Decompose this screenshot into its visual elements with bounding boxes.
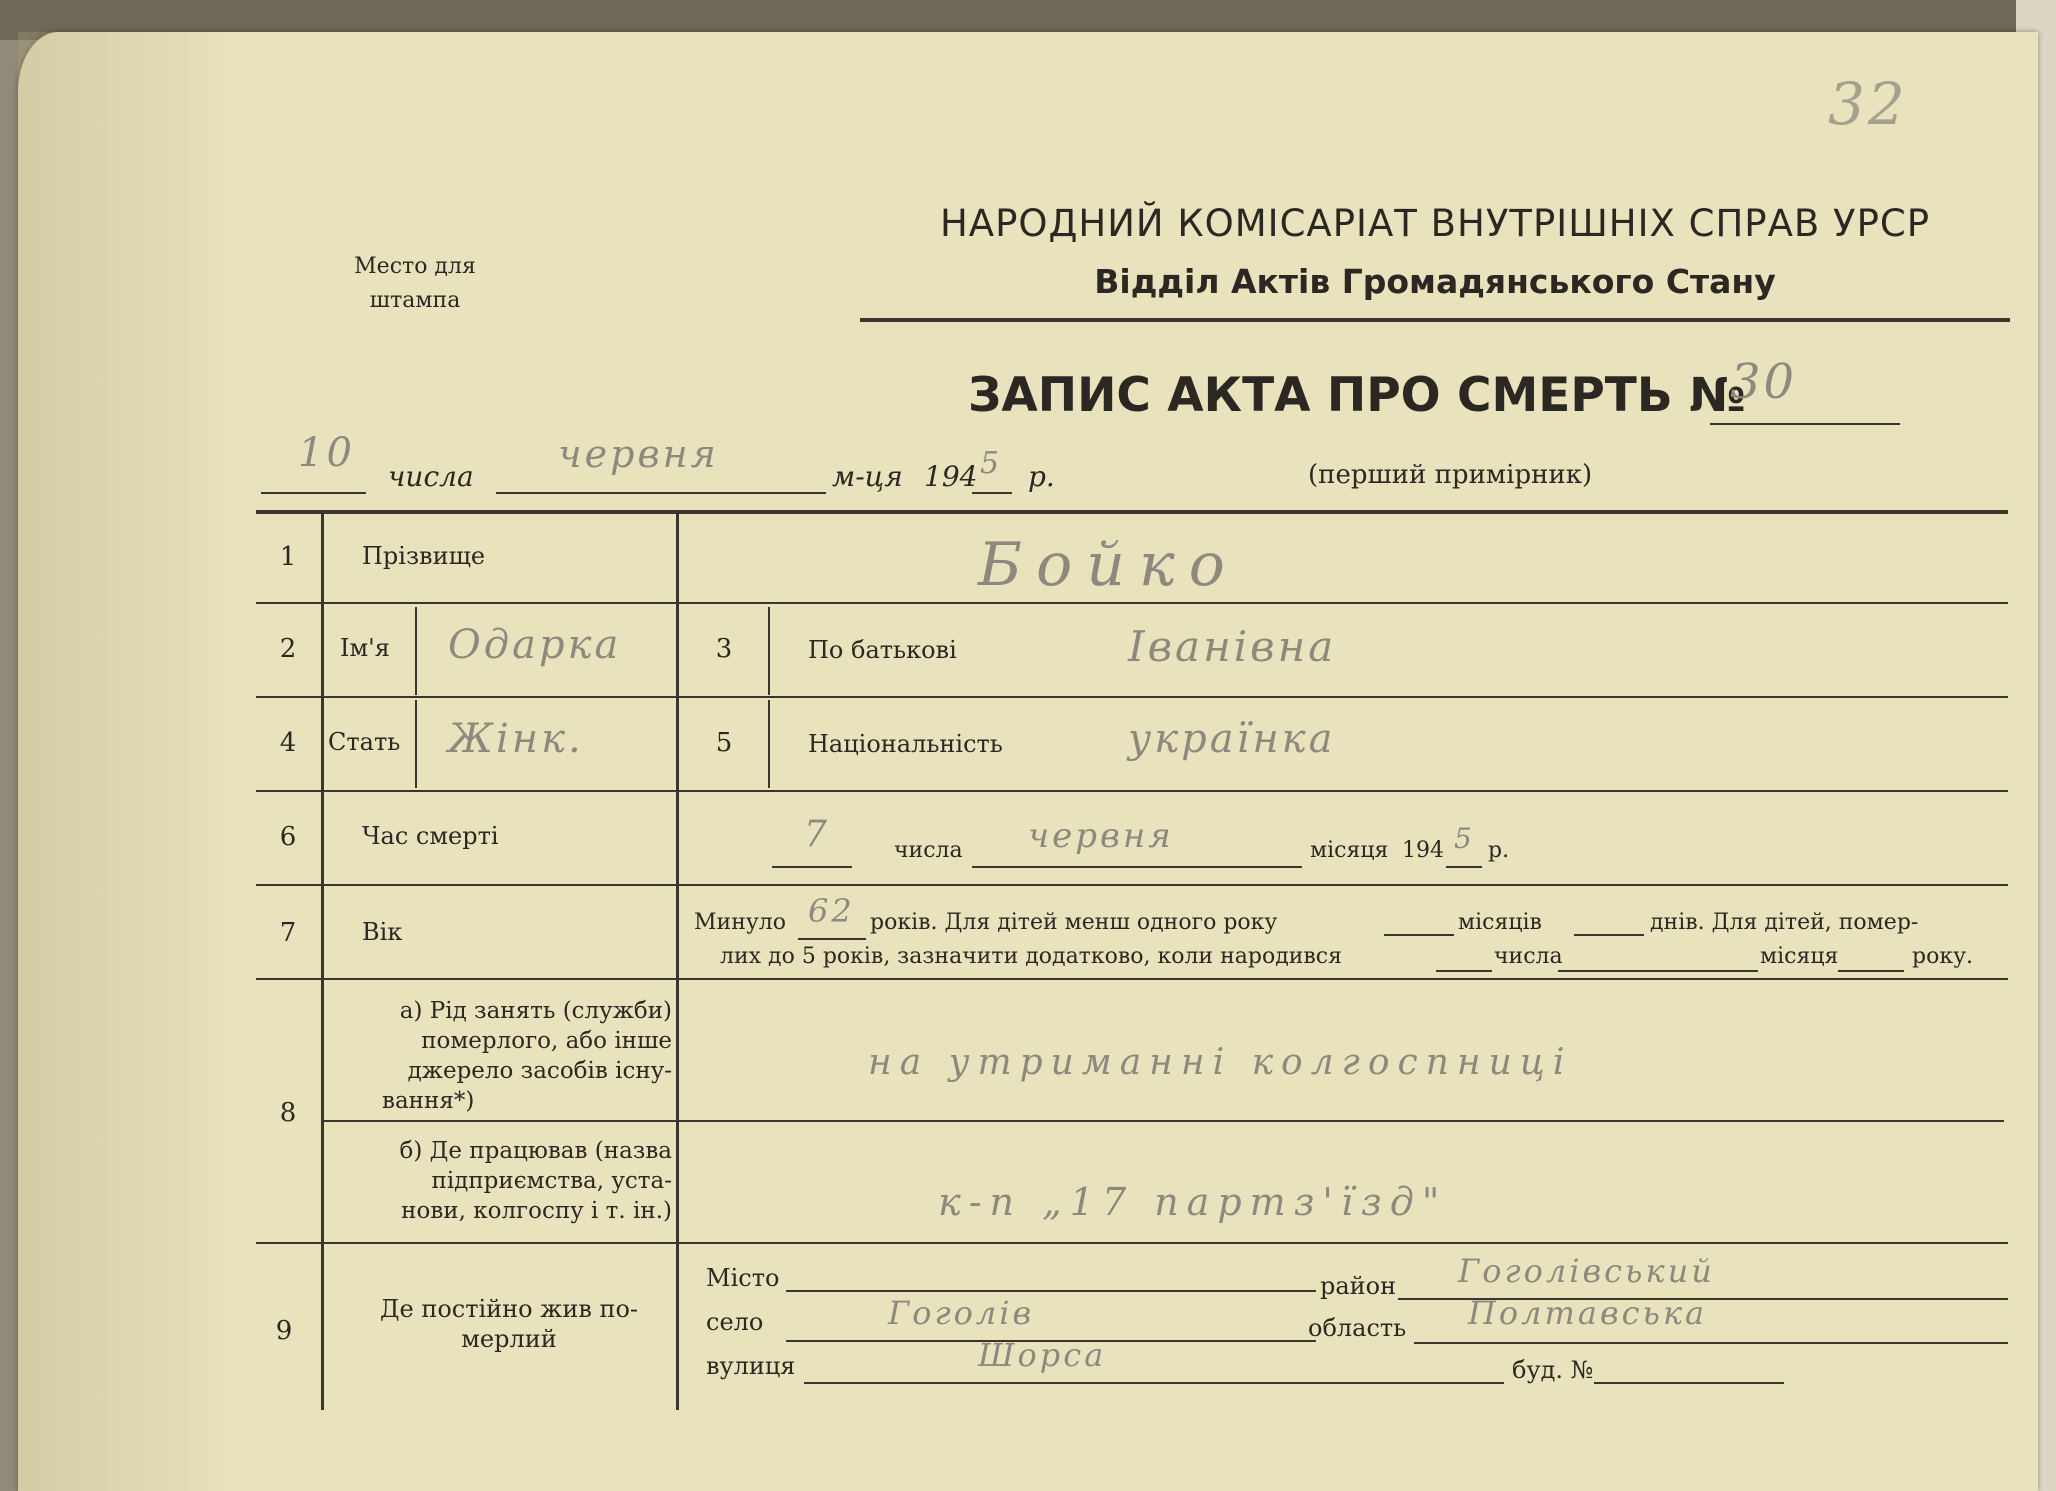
birth-day-line [1436, 942, 1492, 972]
occupation-value: на утриманні колгоспниці [868, 1042, 1573, 1083]
age-months-line [1384, 904, 1454, 936]
header-rule [860, 318, 2010, 322]
workplace-label [342, 1136, 672, 1226]
table-number-column-rule [321, 510, 324, 1410]
record-year-digit: 5 [980, 446, 1003, 481]
age-text-5: лих до 5 років, зазначити додатково, коли народився [720, 944, 1342, 969]
age-text-8: року. [1912, 944, 1974, 969]
workplace-label-1: б) Де працював (назва [399, 1138, 672, 1164]
occupation-label-4: вання*) [382, 1088, 475, 1114]
sex-value: Жінк. [448, 716, 584, 762]
row-rule-1 [256, 602, 2008, 604]
age-text-4: днів. Для дітей, помер- [1650, 910, 1919, 935]
age-text-3: місяців [1458, 910, 1542, 935]
birth-month-line [1558, 942, 1758, 972]
age-label: Вік [362, 918, 403, 946]
patronymic-value: Іванівна [1128, 622, 1337, 671]
age-text-1: Минуло [694, 910, 787, 935]
table-sub-column-rule-2 [415, 607, 417, 695]
row-4-number: 4 [279, 728, 297, 758]
record-day-suffix: числа [388, 460, 474, 493]
occupation-label-3: джерело засобів існу- [407, 1058, 672, 1084]
death-month-suffix: місяця [1310, 838, 1389, 863]
patronymic-label: По батькові [808, 636, 957, 664]
village-value: Гоголів [888, 1294, 1035, 1332]
row-3-number: 3 [715, 634, 733, 664]
age-text-2: років. Для дітей менш одного року [870, 910, 1278, 935]
death-year-suffix: р. [1488, 838, 1510, 863]
workplace-label-2: підприємства, уста- [431, 1168, 672, 1194]
district-label: район [1320, 1272, 1397, 1300]
copy-note: (перший примірник) [1308, 460, 1593, 490]
row-rule-8a [324, 1120, 2004, 1122]
residence-label-2: мерлий [461, 1325, 557, 1353]
stamp-place [340, 250, 490, 318]
nationality-value: українка [1128, 716, 1336, 762]
street-label: вулиця [706, 1352, 796, 1380]
table-sub-column-rule-4 [415, 700, 417, 788]
first-name-value: Одарка [448, 622, 622, 668]
house-line [1594, 1354, 1784, 1384]
row-rule-6 [256, 884, 2008, 886]
street-line [804, 1354, 1504, 1384]
table-top-rule [256, 510, 2008, 514]
death-month: червня [1028, 816, 1174, 856]
row-rule-7 [256, 978, 2008, 980]
birth-year-line [1838, 942, 1904, 972]
surname-value: Бойко [978, 530, 1239, 600]
record-month: червня [558, 432, 719, 476]
nationality-label: Національність [808, 730, 1003, 758]
table-sub-column-rule-5 [768, 700, 770, 788]
age-days-line [1574, 904, 1644, 936]
death-day: 7 [804, 814, 830, 855]
death-record-form [18, 32, 2038, 1491]
record-month-suffix: м-ця [832, 460, 903, 493]
workplace-label-3: нови, колгоспу і т. ін.) [401, 1198, 672, 1224]
district-value: Гоголівський [1458, 1252, 1715, 1290]
age-years: 62 [808, 892, 855, 930]
city-label: Місто [706, 1264, 780, 1292]
record-day: 10 [298, 430, 355, 476]
ministry-title: НАРОДНИЙ КОМІСАРІАТ ВНУТРІШНІХ СПРАВ УРСР [939, 202, 1931, 245]
city-line [786, 1258, 1316, 1292]
row-6-number: 6 [279, 822, 297, 852]
region-label: область [1308, 1314, 1407, 1342]
house-label: буд. № [1512, 1356, 1594, 1384]
age-text-6: числа [1494, 944, 1563, 969]
record-title: ЗАПИС АКТА ПРО СМЕРТЬ № [968, 368, 1746, 423]
row-1-number: 1 [279, 542, 297, 572]
village-label: село [706, 1308, 764, 1336]
row-rule-4 [256, 790, 2008, 792]
row-7-number: 7 [279, 918, 297, 948]
residence-label-1: Де постійно жив по- [379, 1295, 639, 1323]
sex-label: Стать [328, 728, 401, 756]
workplace-value: к-п „17 партз'їзд" [938, 1180, 1448, 1224]
surname-label: Прізвище [362, 542, 486, 570]
row-9-number: 9 [275, 1316, 293, 1346]
death-day-suffix: числа [894, 838, 963, 863]
occupation-label [342, 996, 672, 1116]
record-year-prefix: 194 [924, 460, 978, 493]
stamp-place-line1: Место для [354, 254, 476, 279]
record-number: 30 [1730, 354, 1798, 410]
residence-label [344, 1294, 674, 1354]
death-year-prefix: 194 [1402, 838, 1444, 863]
department-title: Відділ Актів Громадянського Стану [1094, 262, 1776, 301]
death-time-label: Час смерті [362, 822, 499, 850]
stamp-place-line2: штампа [369, 288, 461, 313]
row-8-number: 8 [279, 1098, 297, 1128]
age-text-7: місяця [1760, 944, 1839, 969]
occupation-label-1: а) Рід занять (служби) [399, 998, 672, 1024]
table-label-column-rule [676, 510, 679, 1410]
row-rule-2 [256, 696, 2008, 698]
death-year-digit: 5 [1454, 822, 1475, 855]
row-rule-8 [256, 1242, 2008, 1244]
region-value: Полтавська [1468, 1294, 1708, 1332]
row-2-number: 2 [279, 634, 297, 664]
occupation-label-2: померлого, або інше [421, 1028, 672, 1054]
first-name-label: Ім'я [340, 634, 390, 662]
archive-number: 32 [1828, 70, 1908, 138]
record-year-suffix: р. [1028, 460, 1055, 493]
row-5-number: 5 [715, 728, 733, 758]
street-value: Шорса [978, 1336, 1107, 1374]
table-sub-column-rule-3 [768, 607, 770, 695]
